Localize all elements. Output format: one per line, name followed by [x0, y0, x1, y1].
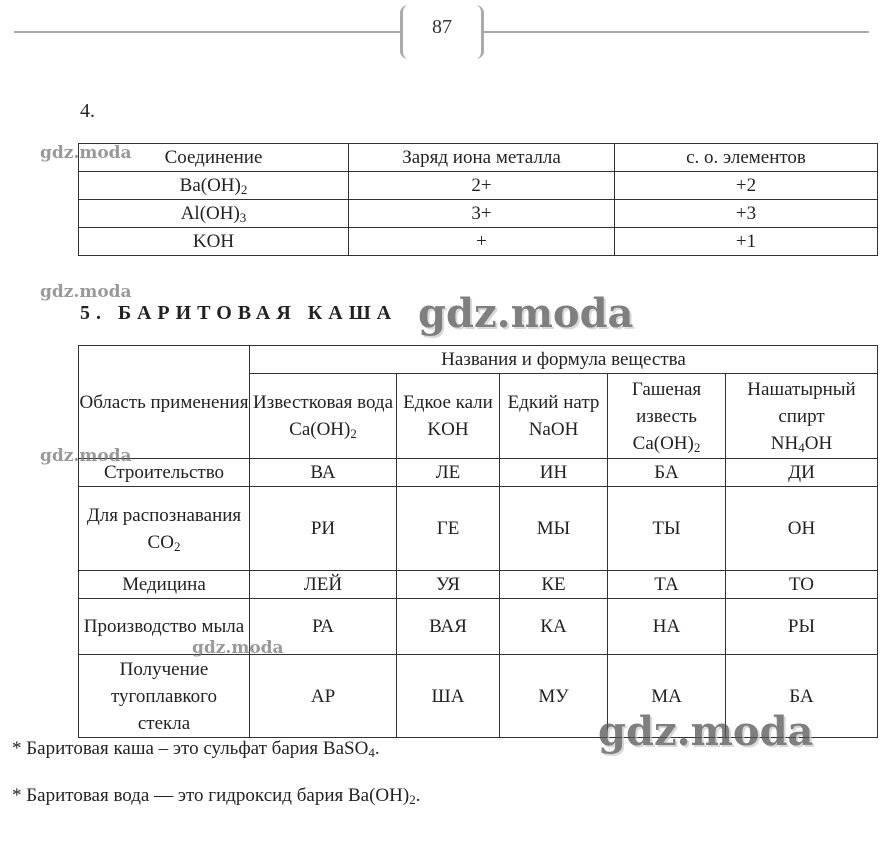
- area-cell: Медицина: [79, 571, 250, 599]
- table-row: [79, 571, 878, 599]
- syllable-cell: ИН: [500, 459, 608, 487]
- syllable-cell: МА: [608, 655, 726, 738]
- page-number: 87: [400, 5, 484, 59]
- header-cell: Соединение: [79, 144, 349, 172]
- syllable-cell: ЛЕ: [397, 459, 500, 487]
- area-cell: Строительство: [79, 459, 250, 487]
- substance-header: Нашатырный спирт $NH_4OH$: [726, 374, 878, 459]
- syllable-cell: ЛЕЙ: [250, 571, 397, 599]
- watermark: gdz.moda: [598, 708, 814, 755]
- compound-cell: $Al(OH)_3$: [79, 200, 349, 228]
- watermark: gdz.moda: [40, 282, 132, 302]
- task-number: 4.: [80, 100, 95, 122]
- syllable-cell: КА: [500, 599, 608, 655]
- charge-cell: 3+: [349, 200, 615, 228]
- watermark: gdz.moda: [40, 143, 132, 163]
- syllable-cell: ТА: [608, 571, 726, 599]
- oxidation-cell: +2: [615, 172, 878, 200]
- compound-cell: KOH: [79, 228, 349, 256]
- table-row: [79, 228, 878, 256]
- footnote: * Баритовая каша – это сульфат бария BaSO$_4$.: [12, 738, 380, 760]
- table-header-row: [79, 346, 878, 374]
- syllable-cell: МУ: [500, 655, 608, 738]
- syllable-cell: ГЕ: [397, 487, 500, 571]
- substance-header: Известковая вода $Ca(OH)_2$: [250, 374, 397, 459]
- syllable-cell: РЫ: [726, 599, 878, 655]
- syllable-cell: ТО: [726, 571, 878, 599]
- syllable-cell: ТЫ: [608, 487, 726, 571]
- substance-header: Гашеная известь $Ca(OH)_2$: [608, 374, 726, 459]
- syllable-cell: ДИ: [726, 459, 878, 487]
- watermark: gdz.moda: [192, 638, 284, 658]
- section-title: 5. БАРИТОВАЯ КАША: [80, 302, 398, 324]
- table-row: [79, 459, 878, 487]
- oxidation-cell: +1: [615, 228, 878, 256]
- area-cell: Для распознавания $CO_2$: [79, 487, 250, 571]
- syllable-cell: БА: [726, 655, 878, 738]
- header-cell: с. о. элементов: [615, 144, 878, 172]
- area-cell: Производство мыла: [79, 599, 250, 655]
- charge-cell: 2+: [349, 172, 615, 200]
- syllable-cell: КЕ: [500, 571, 608, 599]
- syllable-cell: РА: [250, 599, 397, 655]
- oxidation-cell: +3: [615, 200, 878, 228]
- syllable-cell: АР: [250, 655, 397, 738]
- substance-header: Едкий натр NaOH: [500, 374, 608, 459]
- area-header: Область применения: [79, 346, 250, 459]
- table-header-row: [79, 144, 878, 172]
- syllable-cell: БА: [608, 459, 726, 487]
- area-cell: Получение тугоплавкого стекла: [79, 655, 250, 738]
- footnote: * Баритовая вода — это гидроксид бария $Ba(OH)_2$.: [12, 785, 421, 807]
- syllable-cell: ВА: [250, 459, 397, 487]
- syllable-cell: ША: [397, 655, 500, 738]
- charge-cell: +: [349, 228, 615, 256]
- barite-table: [78, 345, 878, 738]
- header-cell: Заряд иона металла: [349, 144, 615, 172]
- header-rule: [481, 31, 869, 33]
- oxidation-table: [78, 143, 878, 256]
- group-header: Названия и формула вещества: [250, 346, 878, 374]
- watermark: gdz.moda: [418, 290, 634, 337]
- compound-cell: $Ba(OH)_2$: [79, 172, 349, 200]
- syllable-cell: МЫ: [500, 487, 608, 571]
- syllable-cell: РИ: [250, 487, 397, 571]
- syllable-cell: ОН: [726, 487, 878, 571]
- watermark: gdz.moda: [40, 446, 132, 466]
- substance-header: Едкое кали KOH: [397, 374, 500, 459]
- syllable-cell: НА: [608, 599, 726, 655]
- table-row: [79, 487, 878, 571]
- table-row: [79, 200, 878, 228]
- syllable-cell: УЯ: [397, 571, 500, 599]
- table-row: [79, 172, 878, 200]
- header-rule: [14, 31, 400, 33]
- syllable-cell: ВАЯ: [397, 599, 500, 655]
